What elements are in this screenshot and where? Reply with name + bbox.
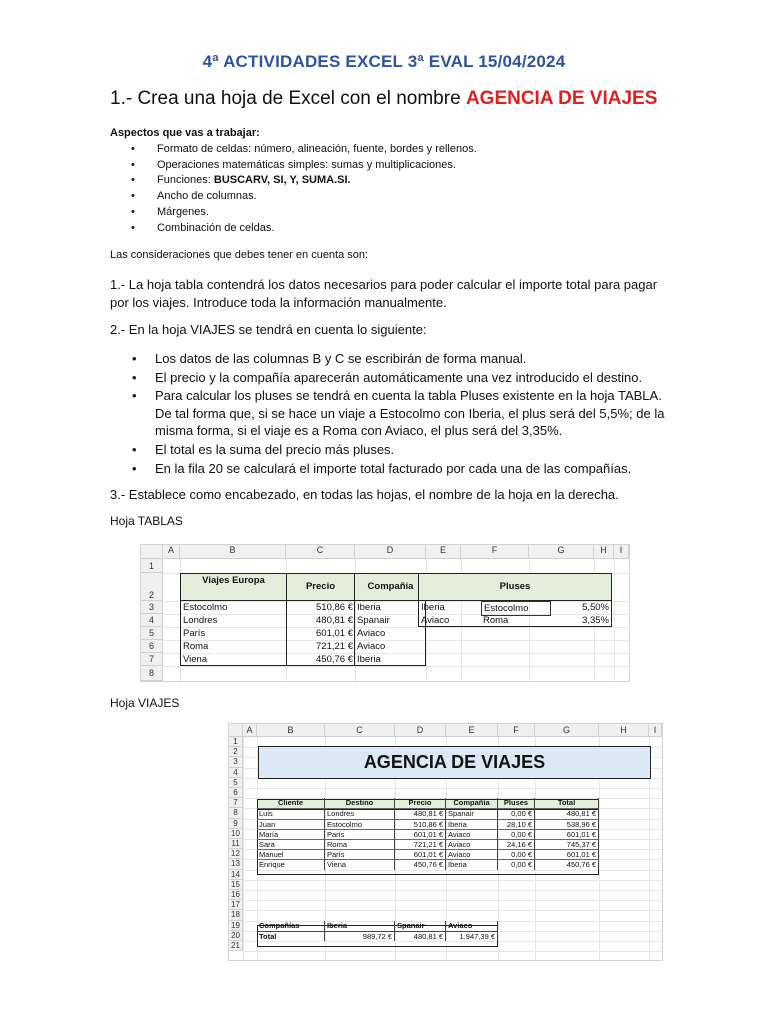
table-cell: 601,01 €	[395, 849, 446, 859]
row-header: 5	[229, 778, 243, 788]
summary-header-cell: Aviaco	[446, 921, 498, 931]
header-pluses: Pluses	[499, 581, 531, 592]
row-header: 2	[229, 747, 243, 757]
list-item	[110, 173, 477, 189]
table-cell: Londres	[183, 615, 218, 626]
table-cell: 0,00 €	[498, 859, 535, 869]
table-cell: 3,35%	[582, 615, 609, 626]
col-header: B	[257, 724, 325, 737]
point-2-list	[110, 350, 670, 478]
row-header: 20	[229, 931, 243, 941]
table-cell: 480,81 €	[395, 808, 446, 818]
table-cell: Juan	[257, 819, 325, 829]
row-header: 7	[141, 653, 163, 666]
tablas-sheet	[140, 544, 630, 682]
row-header: 4	[229, 768, 243, 778]
table-cell: 538,96 €	[535, 819, 599, 829]
aspects-list	[110, 142, 477, 237]
row-header: 3	[141, 601, 163, 614]
table-cell: Aviaco	[446, 839, 498, 849]
list-item: • Operaciones matemáticas simples: sumas y multiplicaciones.	[110, 158, 477, 174]
summary-header-cell: Spanair	[395, 921, 446, 931]
table-cell: 450,76 €	[316, 654, 353, 665]
col-header: G	[535, 724, 599, 737]
table-cell: Luis	[257, 808, 325, 818]
summary-cell: 1.947,39 €	[446, 931, 498, 941]
row-header: 17	[229, 900, 243, 910]
summary-cell: 480,81 €	[395, 931, 446, 941]
row-header: 9	[229, 819, 243, 829]
table-header-cell: Pluses	[498, 798, 535, 808]
col-header: F	[461, 545, 529, 559]
summary-header-cell: Iberia	[325, 921, 395, 931]
list-item: • Márgenes.	[110, 205, 477, 221]
row-header: 10	[229, 829, 243, 839]
table-cell: Spanair	[446, 808, 498, 818]
table-header-cell: Total	[535, 798, 599, 808]
table-cell: 601,01 €	[535, 849, 599, 859]
aspects-label: Aspectos que vas a trabajar:	[110, 127, 260, 139]
col-header: I	[614, 545, 629, 559]
table-cell: Estocolmo	[325, 819, 395, 829]
row-header: 14	[229, 870, 243, 880]
table-cell: 0,00 €	[498, 808, 535, 818]
row-header: 4	[141, 614, 163, 627]
table-cell: 450,76 €	[395, 859, 446, 869]
table-cell: París	[325, 829, 395, 839]
header-precio: Precio	[305, 581, 336, 592]
row-header: 21	[229, 941, 243, 951]
col-header: E	[446, 724, 498, 737]
row-header: 8	[141, 666, 163, 681]
table-cell: 510,86 €	[316, 602, 353, 613]
table-cell: 721,21 €	[395, 839, 446, 849]
list-item: • Para calcular los pluses se tendrá en cuenta la tabla Pluses existente en la hoja TABLA. De tal forma que, si se hace un viaje a Estocolmo con Iberia, el plus será del 5,5%; de la misma forma, si el viaje es a Roma con Aviaco, el plus será del 3,35%.	[110, 387, 670, 440]
table-header-cell: Cliente	[257, 798, 325, 808]
col-header: F	[498, 724, 535, 737]
row-header: 7	[229, 798, 243, 808]
table-cell: Iberia	[446, 819, 498, 829]
list-item: • En la fila 20 se calculará el importe total facturado por cada una de las compañías.	[110, 460, 670, 478]
table-cell: Roma	[183, 641, 209, 652]
table-cell: Aviaco	[357, 641, 386, 652]
table-header-cell: Compañía	[446, 798, 498, 808]
table-header-cell: Destino	[325, 798, 395, 808]
gridline	[243, 737, 244, 960]
point-1: 1.- La hoja tabla contendrá los datos necesarios para poder calcular el importe total para pagar por los viajes. Introduce toda la información manualmente.	[110, 277, 658, 310]
corner-cell	[141, 545, 163, 559]
table-cell: 0,00 €	[498, 829, 535, 839]
table-cell: Aviaco	[421, 615, 450, 626]
table-cell: 480,81 €	[535, 808, 599, 818]
col-header: G	[529, 545, 594, 559]
table-cell: Aviaco	[446, 849, 498, 859]
table-cell: Estocolmo	[481, 601, 551, 616]
point-3: 3.- Establece como encabezado, en todas las hojas, el nombre de la hoja en la derecha.	[110, 487, 619, 502]
row-header: 15	[229, 880, 243, 890]
header-compania: Compañía	[367, 581, 414, 592]
table-cell: 28,10 €	[498, 819, 535, 829]
table-cell: París	[183, 628, 206, 639]
table-cell: Sara	[257, 839, 325, 849]
col-header: I	[649, 724, 662, 737]
table-cell: Iberia	[446, 859, 498, 869]
table-cell: Viena	[325, 859, 395, 869]
summary-header-cell: Compañías	[257, 921, 325, 931]
table-cell: 0,00 €	[498, 849, 535, 859]
row-header: 12	[229, 849, 243, 859]
aspects-block	[110, 126, 477, 237]
table-cell: Aviaco	[357, 628, 386, 639]
table-cell: Roma	[325, 839, 395, 849]
summary-cell: Total	[257, 931, 325, 941]
col-header: A	[163, 545, 180, 559]
table-cell: 601,01 €	[316, 628, 353, 639]
row-header: 11	[229, 839, 243, 849]
heading-highlight: AGENCIA DE VIAJES	[465, 88, 658, 109]
list-item: • El precio y la compañía aparecerán automáticamente una vez introducido el destino.	[110, 369, 670, 387]
table-cell: Viena	[183, 654, 208, 665]
col-header: D	[395, 724, 446, 737]
functions-label: Funciones:	[157, 174, 214, 187]
functions-list: BUSCARV, SI, Y, SUMA.SI.	[213, 174, 351, 187]
point-2: 2.- En la hoja VIAJES se tendrá en cuenta lo siguiente:	[110, 322, 427, 337]
col-header: H	[594, 545, 614, 559]
table-cell: Spanair	[357, 615, 390, 626]
list-item: • Combinación de celdas.	[110, 221, 477, 237]
table-cell: María	[257, 829, 325, 839]
table-cell: Manuel	[257, 849, 325, 859]
header-viajes-europa: Viajes Europa	[202, 575, 265, 586]
corner-cell	[229, 724, 243, 737]
table-cell: 450,76 €	[535, 859, 599, 869]
list-item: • Ancho de columnas.	[110, 189, 477, 205]
list-item: • Los datos de las columnas B y C se escribirán de forma manual.	[110, 350, 670, 368]
row-header: 1	[229, 737, 243, 747]
table-cell: Enrique	[257, 859, 325, 869]
table-cell: Iberia	[357, 654, 381, 665]
table-cell: París	[325, 849, 395, 859]
col-header: D	[355, 545, 426, 559]
table-cell: 5,50%	[582, 602, 609, 613]
row-header: 8	[229, 808, 243, 818]
row-header: 3	[229, 757, 243, 767]
heading-prefix: 1.- Crea una hoja de Excel con el nombre	[110, 88, 466, 109]
row-header: 2	[141, 573, 163, 601]
label-hoja-tablas: Hoja TABLAS	[110, 514, 183, 528]
considerations-text: Las consideraciones que debes tener en cuenta son:	[110, 249, 369, 261]
row-header: 18	[229, 910, 243, 920]
table-cell: Aviaco	[446, 829, 498, 839]
summary-cell: 989,72 €	[325, 931, 395, 941]
row-header: 16	[229, 890, 243, 900]
table-cell: Londres	[325, 808, 395, 818]
row-header: 13	[229, 859, 243, 869]
section-heading	[110, 88, 657, 110]
table-cell: Iberia	[357, 602, 381, 613]
row-header: 1	[141, 559, 163, 573]
banner-title: AGENCIA DE VIAJES	[363, 752, 546, 772]
table-header-cell: Precio	[395, 798, 446, 808]
table-cell: 24,16 €	[498, 839, 535, 849]
table-cell: 601,01 €	[395, 829, 446, 839]
col-header: B	[180, 545, 286, 559]
row-header: 19	[229, 921, 243, 931]
page-title: 4ª ACTIVIDADES EXCEL 3ª EVAL 15/04/2024	[202, 52, 566, 71]
row-header: 6	[229, 788, 243, 798]
table-cell: Roma	[483, 615, 509, 626]
table-cell: 601,01 €	[535, 829, 599, 839]
table-cell: 745,37 €	[535, 839, 599, 849]
table-cell: Estocolmo	[183, 602, 228, 613]
col-header: C	[286, 545, 355, 559]
col-header: E	[426, 545, 461, 559]
col-header: H	[599, 724, 649, 737]
col-header: A	[243, 724, 257, 737]
table-cell: 721,21 €	[316, 641, 353, 652]
row-header: 6	[141, 640, 163, 653]
col-header: C	[325, 724, 395, 737]
list-item: • Formato de celdas: número, alineación, fuente, bordes y rellenos.	[110, 142, 477, 158]
label-hoja-viajes: Hoja VIAJES	[110, 696, 180, 710]
table-cell: Iberia	[421, 602, 445, 613]
table-cell: 510,86 €	[395, 819, 446, 829]
viajes-sheet	[228, 723, 663, 961]
list-item: • El total es la suma del precio más pluses.	[110, 441, 670, 459]
row-header: 5	[141, 627, 163, 640]
table-cell: 480,81 €	[316, 615, 353, 626]
